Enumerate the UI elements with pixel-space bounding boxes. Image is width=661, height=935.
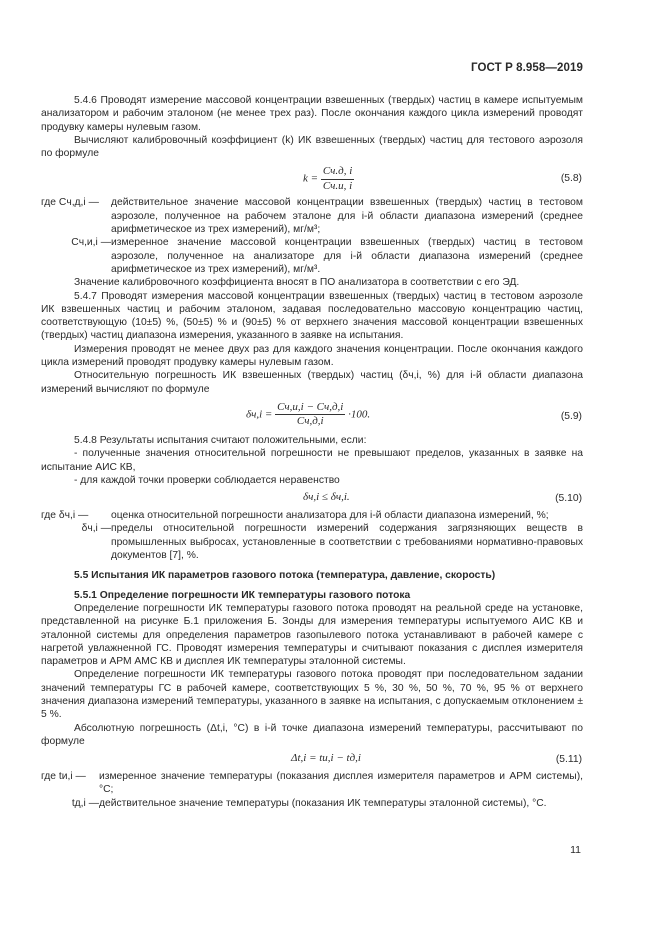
formula-denominator: Cч.и, i	[322, 179, 353, 192]
formula-number: (5.8)	[560, 173, 582, 185]
formula-expression: Δt,i = tи,i − tд,i	[291, 752, 361, 765]
definition-text: оценка относительной погрешности анализатора для i-й области диапазона измерений, %;	[111, 510, 549, 522]
formula-number: (5.9)	[560, 410, 582, 422]
definition-text: измеренное значение массовой концентрации взвешенных (твердых) частиц в тестовом аэрозоле, полученное на анализаторе для i-й области диапазона измерений (среднее арифметическое из трех измерений), мг/м³.	[111, 237, 583, 275]
formula-5-9	[41, 396, 583, 434]
document-header: ГОСТ Р 8.958—2019	[471, 62, 583, 74]
formula-5-11	[41, 748, 583, 770]
formula-5-8	[41, 160, 583, 196]
page-number: 11	[570, 844, 581, 856]
page-content	[41, 94, 583, 810]
paragraph-repeat: Измерения проводят не менее двух раз для каждого значения концентрации. После окончания каждого цикла измерений проводят продувку камеры нулевым газом.	[41, 343, 583, 369]
definition-delta	[41, 509, 583, 522]
definition-t-measured	[41, 770, 583, 797]
definition-label: tд,i —	[71, 797, 99, 809]
formula-fraction	[321, 165, 354, 193]
formula-5-10	[41, 487, 583, 509]
definition-label: где tи,i —	[41, 771, 86, 783]
paragraph-5-4-6: 5.4.6 Проводят измерение массовой концентрации взвешенных (твердых) частиц в камере испытуемым анализатором и рабочим эталоном (не менее трех раз). После окончания каждого цикла измерений проводят продувку камеры нулевым газом.	[41, 95, 583, 133]
paragraph-5-4-7: 5.4.7 Проводят измерения массовой концентрации взвешенных (твердых) частиц в тестовом аэрозоле ИК взвешенных частиц и рабочим эталоном, задавая последовательно массовую концентрацию частиц, соответствующую (10±5) %, (50±5) % и (90±5) % от верхнего значения массовой концентрации взвешенных (твердых) частиц диапазона измерения, указанного в заявке на испытания.	[41, 290, 583, 342]
formula-numerator: Cч,и,i − Cч,д,i	[275, 401, 345, 415]
definition-text: измеренное значение температуры (показания дисплея измерителя параметров и АРМ системы), °C;	[99, 771, 583, 796]
section-5-5-1-title: 5.5.1 Определение погрешности ИК температуры газового потока	[74, 589, 411, 601]
paragraph-relative-error: Относительную погрешность ИК взвешенных (твердых) частиц (δч,i, %) для i-й области диапазона измерений вычисляют по формуле	[41, 370, 583, 395]
paragraph-abs-error: Абсолютную погрешность (Δt,i, °C) в i-й точке диапазона измерений температуры, рассчитывают по формуле	[41, 722, 583, 747]
formula-number: (5.10)	[555, 493, 582, 505]
formula-number: (5.11)	[555, 754, 582, 766]
definition-text: действительное значение температуры (показания ИК температуры эталонной системы), °C.	[99, 797, 547, 809]
list-item-inequality: - для каждой точки проверки соблюдается неравенство	[74, 474, 340, 486]
formula-denominator: Cч,д,i	[296, 415, 324, 428]
definition-t-actual	[41, 797, 583, 810]
formula-lhs: k =	[303, 172, 319, 185]
formula-expression: δч,i ≤ δч,i.	[303, 491, 350, 504]
definition-label: δч,i —	[81, 523, 111, 535]
definition-label: Cч,и,i —	[71, 237, 111, 249]
definition-c-d	[41, 196, 583, 236]
definition-label: где δч,i —	[41, 510, 89, 522]
definition-label: где Cч,д,i —	[41, 197, 99, 209]
paragraph-calibration: Вычисляют калибровочный коэффициент (k) ИК взвешенных (твердых) частиц для тестового аэрозоля по формуле	[41, 134, 583, 160]
paragraph-temp-points: Определение погрешности ИК температуры газового потока проводят при последовательном задании значений температуры ГС в рабочей камере, соответствующих 5 %, 30 %, 50 %, 70 %, 95 % от верхнего значения диапазона измерений температуры, указанного в заявке на испытания, с допускаемым отклонением ± 5 %.	[41, 669, 583, 721]
paragraph-coef-value: Значение калибровочного коэффициента вносят в ПО анализатора в соответствии с его ЭД.	[74, 277, 520, 289]
formula-tail: ·100.	[348, 408, 371, 421]
definition-text: действительное значение массовой концентрации взвешенных (твердых) частиц в тестовом аэрозоле, полученное на рабочем эталоне для i-й области диапазона измерений (среднее арифметическое из трех измерений), мг/м³;	[111, 197, 583, 236]
formula-numerator: Cч.д, i	[321, 165, 354, 179]
list-item-error-limits: - полученные значения относительной погрешности не превышают пределов, указанных в заявке на испытание АИС КВ,	[41, 448, 583, 473]
paragraph-temp-setup: Определение погрешности ИК температуры газового потока проводят на реальной среде на установке, представленной на рисунке Б.1 приложения Б. Зонды для измерения температуры испытуемого АИС КВ и эталонной системы для определения параметров газопылевого потока устанавливают в рабочей камере с нагретой увлажненной ГС. Проводят измерения температуры и считывают показания с дисплея измерителя параметров и АРМ АМС КВ и дисплея ИК температуры эталонной системы.	[41, 602, 583, 668]
definition-text: пределы относительной погрешности измерений содержания загрязняющих веществ в промышленных выбросах, установленные в соответствии с требованиями нормативно-правовых документов [7], %.	[111, 523, 583, 562]
formula-fraction	[275, 401, 345, 429]
definition-delta-limit	[41, 522, 583, 562]
section-5-5-title: 5.5 Испытания ИК параметров газового потока (температура, давление, скорость)	[74, 570, 496, 582]
paragraph-5-4-8: 5.4.8 Результаты испытания считают положительными, если:	[74, 434, 367, 446]
definition-c-i	[41, 236, 583, 276]
formula-lhs: δч,i =	[246, 408, 273, 421]
